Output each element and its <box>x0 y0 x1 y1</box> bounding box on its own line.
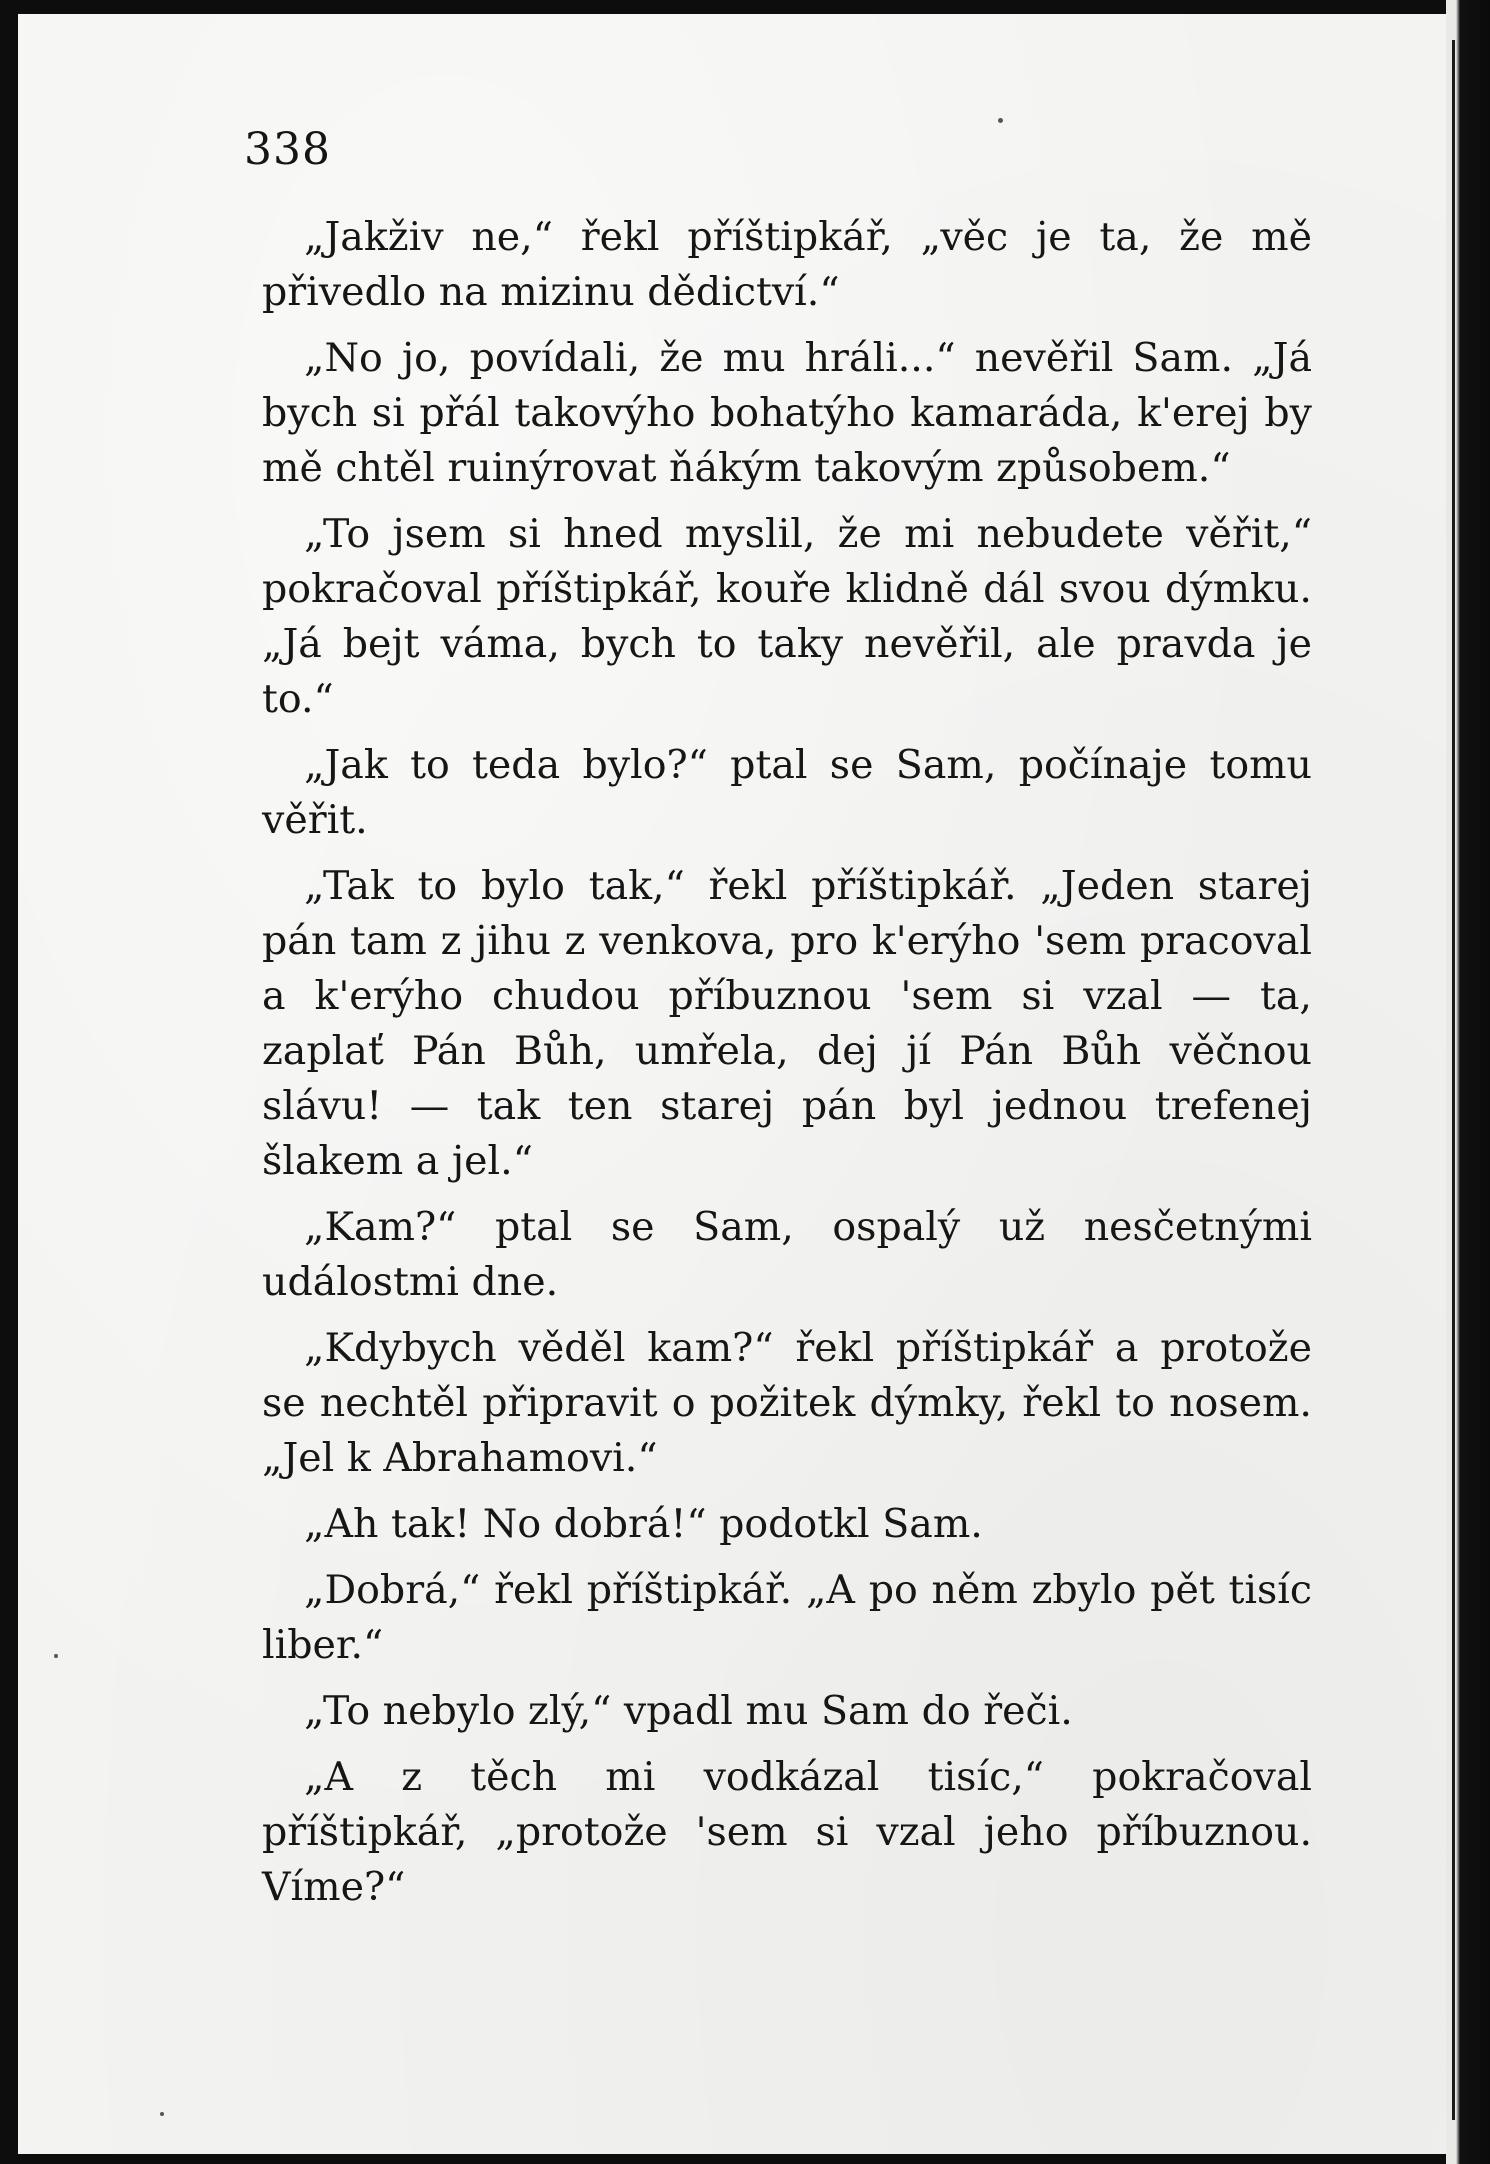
paragraph: „No jo, povídali, že mu hráli...“ nevěřil Sam. „Já bych si přál takovýho bohatýho kamaráda, k'erej by mě chtěl ruinýrovat ňákým takovým způsobem.“ <box>262 335 1312 491</box>
body-text <box>262 210 1312 1926</box>
paragraph: „Tak to bylo tak,“ řekl příštipkář. „Jeden starej pán tam z jihu z venkova, pro k'erýho 'sem pracoval a k'erýho chudou příbuznou 'sem si vzal — ta, zaplať Pán Bůh, umřela, dej jí Pán Bůh věčnou slávu! — tak ten starej pán byl jednou trefenej šlakem a jel.“ <box>262 863 1312 1184</box>
print-speck <box>160 2112 164 2116</box>
paragraph: „Ah tak! No dobrá!“ podotkl Sam. <box>304 1501 983 1547</box>
paragraph: „Jak to teda bylo?“ ptal se Sam, počínaje tomu věřit. <box>262 742 1312 843</box>
paragraph: „To jsem si hned myslil, že mi nebudete věřit,“ pokračoval příštipkář, kouře klidně dál svou dýmku. „Já bejt váma, bych to taky nevěřil, ale pravda je to.“ <box>262 511 1312 722</box>
book-page <box>18 14 1446 2154</box>
paragraph: „A z těch mi vodkázal tisíc,“ pokračoval příštipkář, „protože 'sem si vzal jeho příbuznou. Víme?“ <box>262 1754 1312 1910</box>
page-number: 338 <box>244 124 331 175</box>
print-speck <box>998 118 1003 123</box>
paragraph: „Kam?“ ptal se Sam, ospalý už nesčetnými událostmi dne. <box>262 1204 1312 1305</box>
binding-line <box>1452 40 1455 2120</box>
paragraph: „Jakživ ne,“ řekl příštipkář, „věc je ta, že mě přivedlo na mizinu dědictví.“ <box>262 214 1312 315</box>
paragraph: „To nebylo zlý,“ vpadl mu Sam do řeči. <box>304 1688 1073 1734</box>
print-speck <box>54 1654 58 1658</box>
paragraph: „Kdybych věděl kam?“ řekl příštipkář a protože se nechtěl připravit o požitek dýmky, řekl to nosem. „Jel k Abrahamovi.“ <box>262 1325 1312 1481</box>
paragraph: „Dobrá,“ řekl příštipkář. „A po něm zbylo pět tisíc liber.“ <box>262 1567 1312 1668</box>
